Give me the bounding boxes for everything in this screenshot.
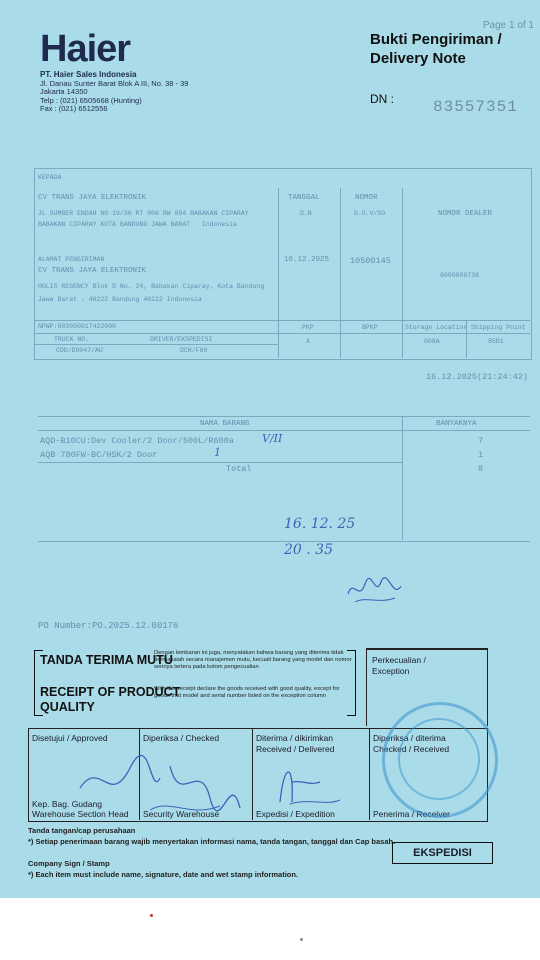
handwritten-check-b: 1 — [214, 446, 221, 459]
title-line-1: Bukti Pengiriman / — [370, 31, 502, 48]
scan-dot — [300, 938, 303, 941]
dn-label: DN : — [370, 92, 394, 106]
company-fax: Fax : (021) 6512556 — [40, 104, 108, 113]
company-name: PT. Haier Sales Indonesia — [40, 70, 137, 79]
footer-line-3: Company Sign / Stamp — [28, 859, 110, 868]
footer-line-4: *) Each item must include name, signature, date and wet stamp information. — [28, 870, 299, 879]
checked-received-label-2: Checked / Received — [373, 744, 450, 754]
tanda-terima-mutu: TANDA TERIMA MUTU — [40, 653, 173, 667]
consignee-address-1: JL SUMBER ENDAH NO 19/30 RT 006 RW 004 BABAKAN CIPARAY — [38, 210, 249, 217]
driver-value: DCH/F88 — [180, 347, 208, 354]
company-telp: Telp : (021) 6505668 (Hunting) — [40, 95, 142, 105]
driver-label: DRIVER/EKSPEDISI — [150, 336, 213, 343]
penerima-label: Penerima / Receiver — [373, 809, 451, 819]
handwritten-date: 16. 12. 25 — [284, 516, 356, 532]
ship-to-label: ALAMAT PENGIRIMAN — [38, 256, 105, 263]
footer-line-1: Tanda tangan/cap perusahaan — [28, 826, 136, 835]
consignee-address-2-text: BABAKAN CIPARAY KOTA BANDUNG JAWA BARAT — [38, 221, 191, 228]
item-row-1-name: AQD-B10CU:Dev Cooler/2 Door/500L/R600a — [40, 436, 234, 446]
warehouse-head-label-2: Warehouse Section Head — [32, 809, 129, 819]
storage-value: 008A — [424, 338, 440, 345]
truck-label: TRUCK NO. — [54, 336, 90, 343]
items-total-label: Total — [226, 464, 252, 474]
title-line-2: Delivery Note — [370, 50, 466, 67]
consignee-country: Indonesia — [201, 221, 237, 228]
consignee-address-2 — [38, 221, 237, 229]
items-header-qty: BANYAKNYA — [436, 420, 477, 428]
security-label: Security Warehouse — [143, 809, 220, 819]
page-number: Page 1 of 1 — [482, 20, 534, 31]
delivered-label: Received / Delivered — [256, 744, 335, 754]
ship-to-address-2: Jawa Barat - 40222 Bandung 40222 Indonesia — [38, 296, 202, 303]
nomor-value: 10500145 — [350, 256, 391, 266]
warehouse-head-label-1: Kep. Bag. Gudang — [32, 799, 102, 809]
print-timestamp: 16.12.2025(21:24:42) — [426, 372, 529, 382]
exception-label-1: Perkecualian / — [372, 655, 426, 665]
receipt-quality-box — [34, 650, 359, 714]
approved-label: Disetujui / Approved — [32, 733, 108, 743]
haier-logo: Haier — [40, 28, 131, 70]
col-tanggal-sub: D.N — [300, 210, 312, 217]
npwp: NPWP:083050017422000 — [38, 323, 117, 330]
items-total-qty: 8 — [478, 464, 484, 474]
pkp-value: X — [306, 338, 310, 345]
tanda-description: Dengan lembaran ini juga, menyatakan bahwa barang yang diterima tidak bermasalah secara manajemen mutu, kecuali barang yang model dan nomor serinya tertera pada kolom pengecualian — [154, 650, 352, 670]
kepada-label: KEPADA — [38, 174, 62, 181]
receipt-of-product: RECEIPT OF PRODUCT — [40, 685, 181, 699]
truck-value: CDD/D9047/AU — [56, 347, 103, 354]
col-nomor-sub: D.O.V/SO — [354, 210, 386, 217]
receipt-quality: QUALITY — [40, 700, 95, 714]
po-number: PO Number:PO.2025.12.00176 — [38, 621, 179, 631]
handwritten-check-a: V/II — [262, 432, 283, 445]
company-stamp-inner — [398, 718, 480, 800]
handwritten-time: 20 . 35 — [284, 542, 333, 558]
handwritten-signature-expedition — [270, 752, 350, 810]
company-address-2: Jakarta 14350 — [40, 87, 88, 96]
company-address-1: Jl. Danau Sunter Barat Blok A III, No. 38 - 39 — [40, 78, 189, 88]
dealer-value: 6000009738 — [440, 272, 480, 279]
checked-received-label-1: Diperiksa / diterima — [373, 733, 446, 743]
col-nomor: NOMOR — [355, 194, 378, 202]
checked-label: Diperiksa / Checked — [143, 733, 220, 743]
consignee-name: CV TRANS JAYA ELEKTRONIK — [38, 194, 147, 202]
pkp-label: PKP — [302, 324, 314, 331]
item-row-2-name: AQB 780FW-BC/HSK/2 Door — [40, 450, 158, 460]
shipping-label: Shipping Point — [471, 324, 526, 331]
footer-line-2: *) Setiap penerimaan barang wajib menyertakan informasi nama, tanda tangan, tanggal dan Cap basah. — [28, 837, 396, 846]
expedisi-label: Expedisi / Expedition — [256, 809, 335, 819]
handwritten-signature-mid — [345, 572, 405, 606]
dn-number: 83557351 — [433, 98, 518, 116]
ship-to-name: CV TRANS JAYA ELEKTRONIK — [38, 267, 147, 275]
received-label: Diterima / dikirimkan — [256, 733, 333, 743]
col-dealer: NOMOR DEALER — [438, 210, 493, 218]
receipt-description: With this receipt declare the goods received with good quality, except for goods that model and serial number listed on the exception column — [154, 686, 340, 699]
tanggal-value: 16.12.2025 — [284, 256, 330, 264]
scan-dot — [150, 914, 153, 917]
handwritten-signature-warehouse — [60, 748, 250, 820]
shipping-value: 85D1 — [488, 338, 504, 345]
col-tanggal: TANGGAL — [288, 194, 320, 202]
items-header-name: NAMA BARANG — [200, 420, 250, 428]
bpkp-label: BPKP — [362, 324, 378, 331]
item-row-2-qty: 1 — [478, 450, 484, 460]
company-info — [40, 71, 188, 114]
ship-to-address-1: HOLIS REGENCY Blok D No. 24, Babakan Ciparay, Kota Bandung — [38, 283, 265, 290]
storage-label: Storage Location — [405, 324, 468, 331]
ekspedisi-badge: EKSPEDISI — [392, 842, 493, 864]
item-row-1-qty: 7 — [478, 436, 484, 446]
document-title — [370, 30, 502, 68]
exception-label-2: Exception — [372, 666, 410, 676]
